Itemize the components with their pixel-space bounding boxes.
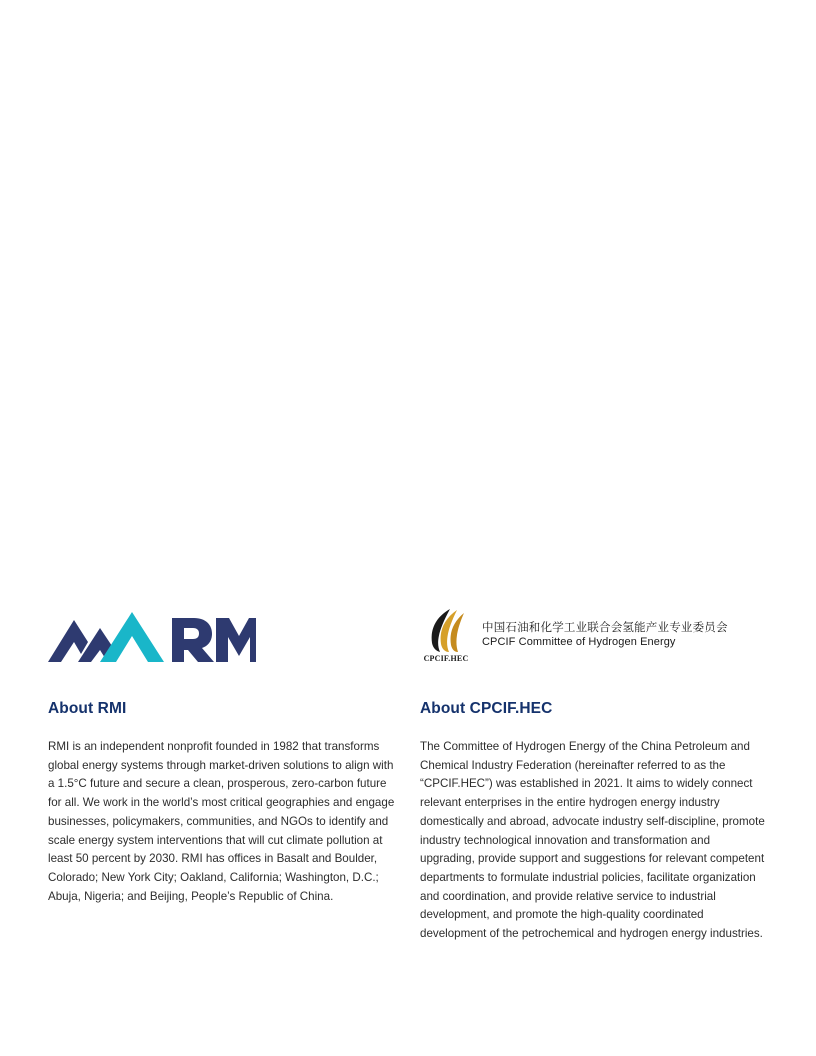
cpcif-logo-text bbox=[482, 620, 728, 649]
rmi-logo bbox=[48, 606, 398, 664]
cpcif-mark-label: CPCIF.HEC bbox=[423, 654, 469, 663]
about-cpcif-column bbox=[420, 606, 768, 944]
cpcif-name-english: CPCIF Committee of Hydrogen Energy bbox=[482, 635, 676, 648]
about-rmi-title: About RMI bbox=[48, 700, 127, 717]
cpcif-name-chinese: 中国石油和化学工业联合会氢能产业专业委员会 bbox=[482, 620, 728, 635]
about-columns bbox=[48, 606, 768, 944]
cpcif-mark-icon bbox=[420, 607, 472, 663]
about-rmi-column bbox=[48, 606, 398, 906]
cpcif-logo bbox=[420, 606, 768, 664]
about-rmi-body: RMI is an independent nonprofit founded in 1982 that transforms global energy systems through market-driven solutions to align with a 1.5°C future and secure a clean, prosperous, zero-carbon future for all. We work in the world’s most critical geographies and engage businesses, policymakers, communities, and NGOs to identify and scale energy system interventions that will cut climate pollution at least 50 percent by 2030. RMI has offices in Basalt and Boulder, Colorado; New York City; Oakland, California; Washington, D.C.; Abuja, Nigeria; and Beijing, People’s Republic of China. bbox=[48, 740, 395, 903]
about-cpcif-body: The Committee of Hydrogen Energy of the China Petroleum and Chemical Industry Federation (hereinafter referred to as the “CPCIF.HEC”) was established in 2021. It aims to widely connect relevant enterprises in the entire hydrogen energy industry domestically and abroad, advocate industry self-discipline, promote industry technological innovation and transformation and upgrading, provide support and suggestions for relevant competent departments to formulate industrial policies, facilitate organization and coordination, and provide relative service to industrial development, and promote the high-quality coordinated development of the petrochemical and hydrogen energy industries. bbox=[420, 740, 765, 941]
about-cpcif-title: About CPCIF.HEC bbox=[420, 700, 553, 717]
